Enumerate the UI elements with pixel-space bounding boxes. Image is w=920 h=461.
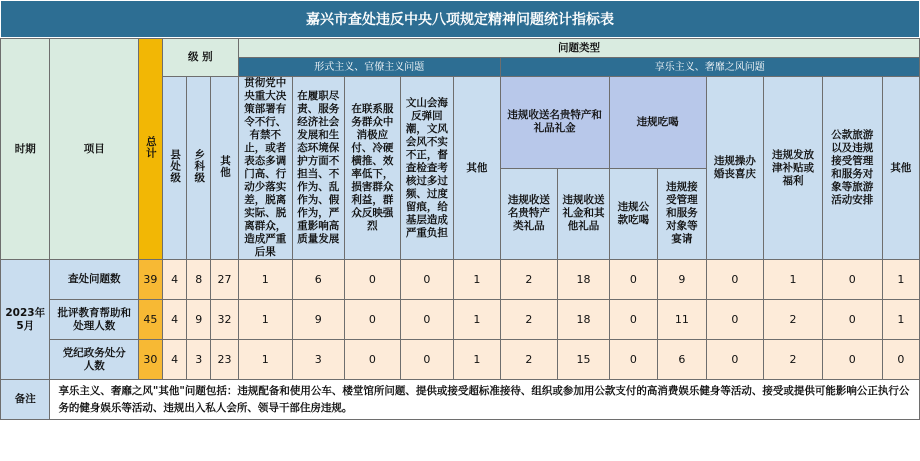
table-cell: 0: [400, 260, 454, 300]
table-cell: 18: [558, 260, 610, 300]
table-cell: 1: [238, 260, 292, 300]
header-eat-a: 违规公款吃喝: [609, 168, 657, 260]
header-hedonism-other: 其他: [882, 77, 919, 260]
table-cell: 18: [558, 300, 610, 340]
row-label: 党纪政务处分人数: [50, 340, 139, 380]
table-cell: 9: [187, 300, 211, 340]
table-cell: 1: [454, 340, 500, 380]
table-cell: 9: [658, 260, 706, 300]
header-level-other: 其他: [211, 77, 239, 260]
cell-total: 39: [139, 260, 163, 300]
table-cell: 6: [658, 340, 706, 380]
table-cell: 1: [764, 260, 823, 300]
note-text: 享乐主义、奢靡之风"其他"问题包括：违规配备和使用公车、楼堂馆所问题、提供或接受超标准接待、组织或参加用公款支付的高消费娱乐健身等活动、接受或提供可能影响公正执行公务的健身娱乐等活动、违规出入私人会所、领导干部住房违规。: [50, 380, 920, 420]
header-wedding: 违规操办婚丧喜庆: [706, 77, 764, 260]
table-cell: 0: [609, 300, 657, 340]
table-cell: 4: [162, 340, 187, 380]
table-row: [1, 340, 920, 380]
table-row: [1, 260, 920, 300]
header-gift: 违规收送名贵特产和礼品礼金: [500, 77, 609, 169]
table-cell: 23: [211, 340, 239, 380]
table-cell: 0: [345, 340, 401, 380]
header-f5: 其他: [454, 77, 500, 260]
header-f4: 文山会海反弹回潮，文风会风不实不正，督查检查考核过多过频、过度留痕，给基层造成严重负担: [400, 77, 454, 260]
table-cell: 4: [162, 300, 187, 340]
table-cell: 0: [706, 300, 764, 340]
table-cell: 1: [882, 300, 919, 340]
period-cell: 2023年5月: [1, 260, 50, 380]
header-group-hedonism: 享乐主义、奢靡之风问题: [500, 58, 919, 77]
header-eat: 违规吃喝: [609, 77, 706, 169]
header-eat-b: 违规接受管理和服务对象等宴请: [658, 168, 706, 260]
table-cell: 32: [211, 300, 239, 340]
table-cell: 8: [187, 260, 211, 300]
table-cell: 0: [609, 340, 657, 380]
table-cell: 1: [238, 340, 292, 380]
table-cell: 1: [882, 260, 919, 300]
table-cell: 15: [558, 340, 610, 380]
header-gift-b: 违规收送礼金和其他礼品: [558, 168, 610, 260]
table-cell: 4: [162, 260, 187, 300]
table-cell: 2: [500, 300, 558, 340]
table-cell: 0: [609, 260, 657, 300]
table-cell: 2: [500, 340, 558, 380]
header-problem-type: 问题类型: [238, 39, 919, 58]
cell-total: 30: [139, 340, 163, 380]
note-label: 备注: [1, 380, 50, 420]
table-cell: 0: [400, 300, 454, 340]
header-gift-a: 违规收送名贵特产类礼品: [500, 168, 558, 260]
header-period: 时期: [1, 39, 50, 260]
table-cell: 0: [822, 260, 882, 300]
table-row: [1, 300, 920, 340]
cell-total: 45: [139, 300, 163, 340]
table-cell: 3: [292, 340, 345, 380]
table-cell: 2: [500, 260, 558, 300]
table-cell: 0: [706, 340, 764, 380]
page-title: 嘉兴市查处违反中央八项规定精神问题统计指标表: [0, 0, 920, 38]
header-f2: 在履职尽责、服务经济社会发展和生态环境保护方面不担当、不作为、乱作为、假作为，严重影响高质量发展: [292, 77, 345, 260]
table-cell: 1: [454, 260, 500, 300]
table-cell: 11: [658, 300, 706, 340]
table-cell: 0: [882, 340, 919, 380]
header-f3: 在联系服务群众中消极应付、冷硬横推、效率低下，损害群众利益，群众反映强烈: [345, 77, 401, 260]
stats-table: [0, 38, 920, 420]
table-cell: 0: [345, 300, 401, 340]
table-cell: 0: [400, 340, 454, 380]
header-total: 总计: [139, 39, 163, 260]
table-cell: 0: [822, 340, 882, 380]
header-level: 级 别: [162, 39, 238, 77]
header-level-county: 县处级: [162, 77, 187, 260]
header-f1: 贯彻党中央重大决策部署有令不行、有禁不止，或者表态多调门高、行动少落实差，脱离实际、脱离群众，造成严重后果: [238, 77, 292, 260]
header-item: 项目: [50, 39, 139, 260]
table-cell: 0: [345, 260, 401, 300]
table-cell: 27: [211, 260, 239, 300]
row-label: 查处问题数: [50, 260, 139, 300]
table-cell: 0: [822, 300, 882, 340]
header-travel: 公款旅游以及违规接受管理和服务对象等旅游活动安排: [822, 77, 882, 260]
table-cell: 3: [187, 340, 211, 380]
table-cell: 0: [706, 260, 764, 300]
table-cell: 1: [454, 300, 500, 340]
header-level-township: 乡科级: [187, 77, 211, 260]
table-cell: 2: [764, 300, 823, 340]
table-cell: 1: [238, 300, 292, 340]
row-label: 批评教育帮助和处理人数: [50, 300, 139, 340]
header-allowance: 违规发放津补贴或福利: [764, 77, 823, 260]
table-cell: 9: [292, 300, 345, 340]
table-cell: 6: [292, 260, 345, 300]
table-cell: 2: [764, 340, 823, 380]
header-group-formalism: 形式主义、官僚主义问题: [238, 58, 500, 77]
